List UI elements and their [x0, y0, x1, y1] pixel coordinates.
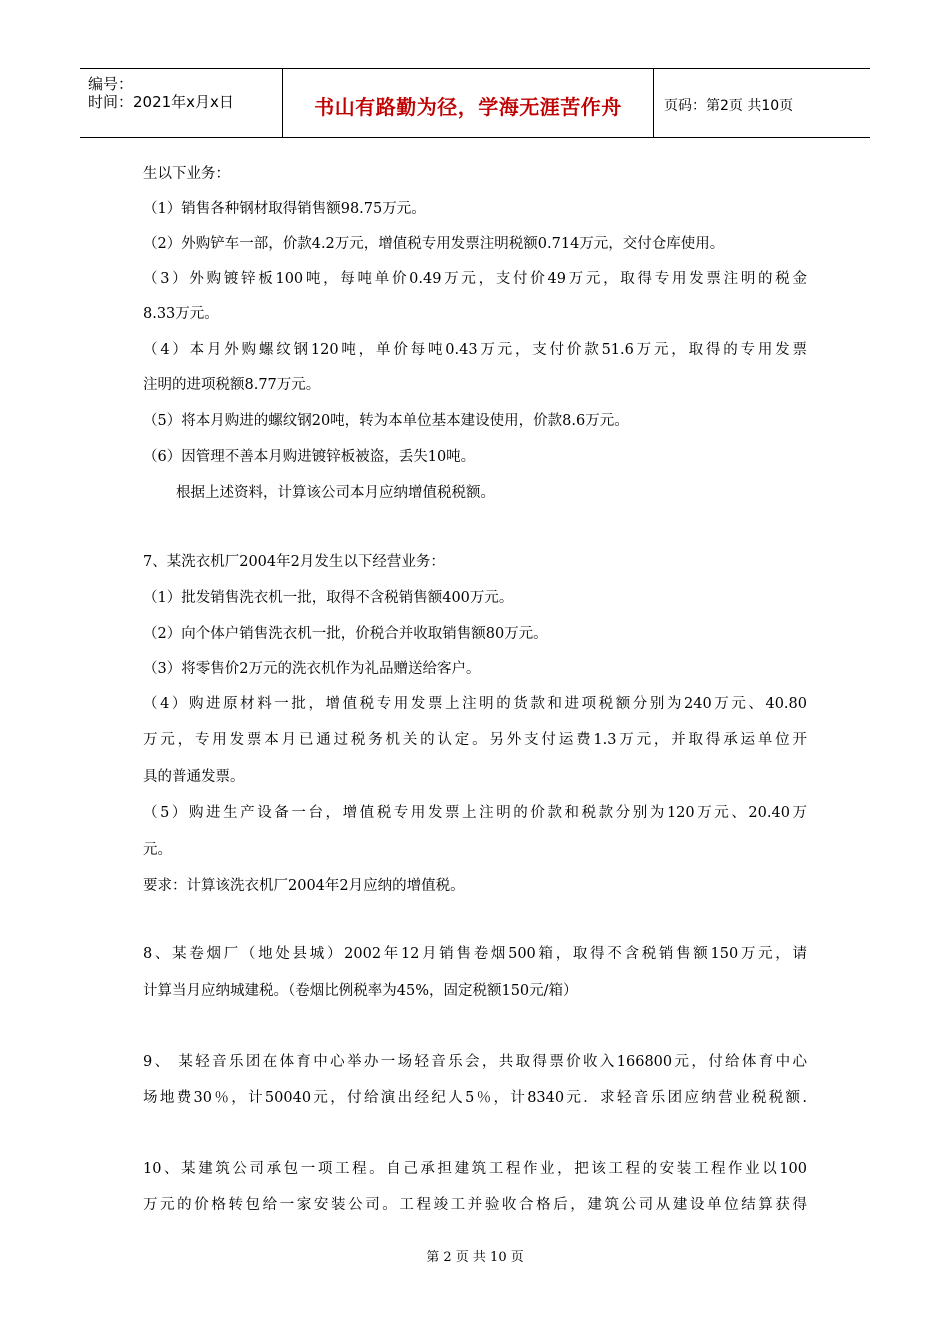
header-motto: 书山有路勤为径，学海无涯苦作舟	[314, 95, 622, 119]
text-line: （2）向个体户销售洗衣机一批，价税合并收取销售额80万元。	[143, 626, 548, 642]
text-line: （4）本月外购螺纹钢120吨，单价每吨0.43万元，支付价款51.6万元，取得的专用发票	[143, 342, 807, 358]
text-line: （6）因管理不善本月购进镀锌板被盗，丢失10吨。	[143, 449, 476, 465]
text-line: 万元的价格转包给一家安装公司。工程竣工并验收合格后，建筑公司从建设单位结算获得	[143, 1197, 807, 1213]
text-line: （3）将零售价2万元的洗衣机作为礼品赠送给客户。	[143, 661, 481, 677]
text-line: （3）外购镀锌板100吨，每吨单价0.49万元，支付价49万元，取得专用发票注明的税金	[143, 271, 807, 287]
text-line: （4）购进原材料一批，增值税专用发票上注明的货款和进项税额分别为240万元、40.80	[143, 696, 807, 712]
text-line: （1）批发销售洗衣机一批，取得不含税销售额400万元。	[143, 590, 514, 606]
text-line: （1）销售各种钢材取得销售额98.75万元。	[143, 201, 426, 217]
text-line: 场地费30％，计50040元，付给演出经纪人5％，计8340元．求轻音乐团应纳营业税税额.	[143, 1090, 807, 1106]
header-right-cell	[654, 69, 870, 137]
text-line: 根据上述资料，计算该公司本月应纳增值税税额。	[176, 485, 495, 501]
text-line: 7、某洗衣机厂2004年2月发生以下经营业务：	[143, 554, 445, 570]
text-line: （5）将本月购进的螺纹钢20吨，转为本单位基本建设使用，价款8.6万元。	[143, 413, 629, 429]
doc-date: 时间：2021年x月x日	[88, 93, 234, 111]
text-line: 8、某卷烟厂（地处县城）2002年12月销售卷烟500箱，取得不含税销售额150万元，请	[143, 946, 807, 962]
text-line: 生以下业务：	[143, 166, 230, 182]
header-left-cell	[80, 69, 283, 137]
text-line: （2）外购铲车一部，价款4.2万元，增值税专用发票注明税额0.714万元，交付仓库使用。	[143, 236, 725, 252]
doc-number-label: 编号：	[88, 75, 134, 93]
text-line: 要求：计算该洗衣机厂2004年2月应纳的增值税。	[143, 878, 465, 894]
text-line: 9、 某轻音乐团在体育中心举办一场轻音乐会，共取得票价收入166800元，付给体育中心	[143, 1054, 807, 1070]
text-line: 具的普通发票。	[143, 769, 245, 785]
text-line: （5）购进生产设备一台，增值税专用发票上注明的价款和税款分别为120万元、20.40万	[143, 805, 807, 821]
text-line: 8.33万元。	[143, 306, 219, 322]
page-footer: 第 2 页 共 10 页	[426, 1250, 524, 1265]
text-line: 计算当月应纳城建税。（卷烟比例税率为45%，固定税额150元/箱）	[143, 983, 578, 999]
header-middle-cell	[283, 69, 654, 137]
text-line: 万元，专用发票本月已通过税务机关的认定。另外支付运费1.3万元，并取得承运单位开	[143, 732, 807, 748]
text-line: 注明的进项税额8.77万元。	[143, 377, 321, 393]
text-line: 10、某建筑公司承包一项工程。自己承担建筑工程作业，把该工程的安装工程作业以100	[143, 1161, 807, 1177]
header-page-info: 页码：第2页 共10页	[664, 98, 794, 114]
text-line: 元。	[143, 842, 172, 858]
page-header	[80, 68, 870, 138]
